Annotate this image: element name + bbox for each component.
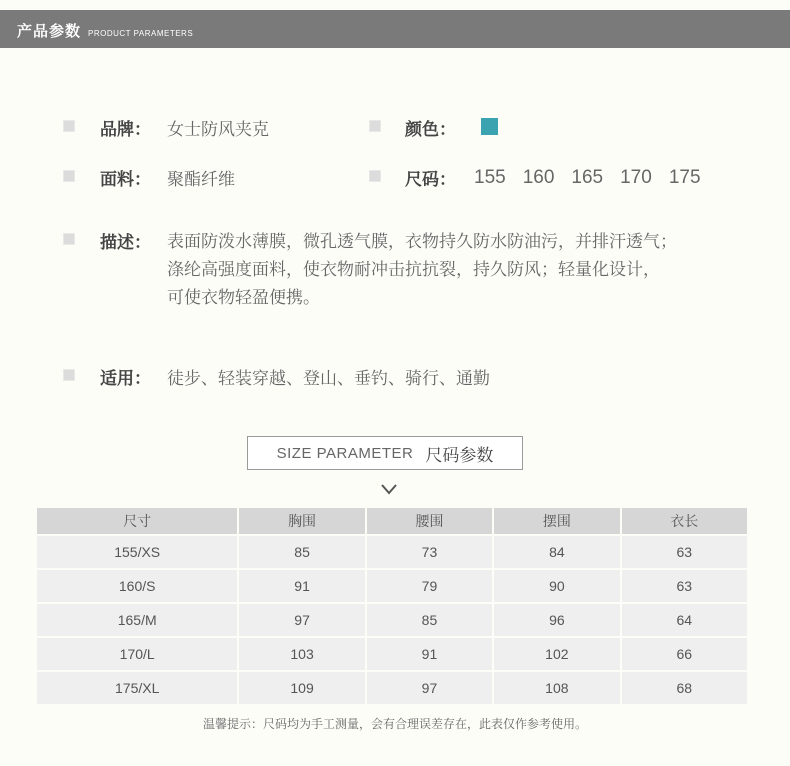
size-option[interactable]: 160 (522, 167, 555, 188)
description-line: 可使衣物轻盈便携。 (167, 288, 320, 308)
table-cell: 170/L (37, 638, 237, 672)
table-row (37, 672, 747, 706)
header-bar (0, 10, 790, 48)
brand-label: 品牌： (100, 120, 151, 140)
table-cell: 155/XS (37, 536, 237, 570)
description-line: 涤纶高强度面料，使衣物耐冲击抗抗裂，持久防风；轻量化设计， (167, 260, 660, 280)
footnote: 温馨提示：尺码均为手工测量，会有合理误差存在，此表仅作参考使用。 (202, 717, 587, 731)
brand-value: 女士防风夹克 (167, 120, 269, 140)
table-cell: 63 (622, 570, 747, 604)
table-cell: 64 (622, 604, 747, 638)
table-row (37, 638, 747, 672)
table-cell: 160/S (37, 570, 237, 604)
table-cell: 109 (239, 672, 364, 706)
table-cell: 97 (367, 672, 492, 706)
fabric-label: 面料： (100, 170, 151, 190)
size-label: 尺码： (405, 170, 456, 190)
usage-label: 适用： (100, 369, 151, 389)
bullet-icon (63, 233, 75, 245)
bullet-icon (63, 120, 75, 132)
table-cell: 175/XL (37, 672, 237, 706)
table-cell: 73 (367, 536, 492, 570)
bullet-icon (63, 369, 75, 381)
size-heading-en: SIZE PARAMETER (276, 444, 414, 462)
table-row (37, 536, 747, 570)
table-cell: 66 (622, 638, 747, 672)
table-cell: 108 (494, 672, 619, 706)
column-header: 衣长 (622, 508, 747, 536)
size-table (35, 508, 749, 706)
table-cell: 102 (494, 638, 619, 672)
table-cell: 85 (239, 536, 364, 570)
table-row (37, 570, 747, 604)
size-option[interactable]: 165 (571, 167, 604, 188)
table-cell: 165/M (37, 604, 237, 638)
table-row (37, 604, 747, 638)
table-header-row (37, 508, 747, 536)
size-parameter-heading (247, 436, 523, 470)
table-cell: 103 (239, 638, 364, 672)
fabric-value: 聚酯纤维 (167, 170, 235, 190)
size-options (474, 167, 701, 189)
table-cell: 91 (239, 570, 364, 604)
color-swatch[interactable] (481, 118, 498, 135)
table-cell: 68 (622, 672, 747, 706)
description-text (167, 228, 787, 312)
table-cell: 79 (367, 570, 492, 604)
size-option[interactable]: 175 (668, 167, 701, 188)
table-cell: 63 (622, 536, 747, 570)
table-cell: 85 (367, 604, 492, 638)
size-option[interactable]: 170 (620, 167, 652, 188)
table-cell: 90 (494, 570, 619, 604)
bullet-icon (369, 120, 381, 132)
column-header: 胸围 (239, 508, 364, 536)
column-header: 腰围 (367, 508, 492, 536)
description-line: 表面防泼水薄膜，微孔透气膜，衣物持久防水防油污，并排汗透气； (167, 232, 677, 252)
color-label: 颜色： (405, 120, 456, 140)
desc-label: 描述： (100, 233, 151, 253)
bullet-icon (63, 170, 75, 182)
header-title: 产品参数 (17, 22, 82, 40)
header-subtitle: PRODUCT PARAMETERS (88, 29, 194, 38)
bullet-icon (369, 170, 381, 182)
table-cell: 97 (239, 604, 364, 638)
size-option[interactable]: 155 (474, 167, 506, 188)
table-cell: 84 (494, 536, 619, 570)
table-cell: 91 (367, 638, 492, 672)
table-cell: 96 (494, 604, 619, 638)
chevron-down-icon (380, 479, 398, 500)
column-header: 尺寸 (37, 508, 237, 536)
size-heading-cn: 尺码参数 (425, 445, 494, 466)
usage-value: 徒步、轻装穿越、登山、垂钓、骑行、通勤 (167, 369, 490, 389)
column-header: 摆围 (494, 508, 619, 536)
